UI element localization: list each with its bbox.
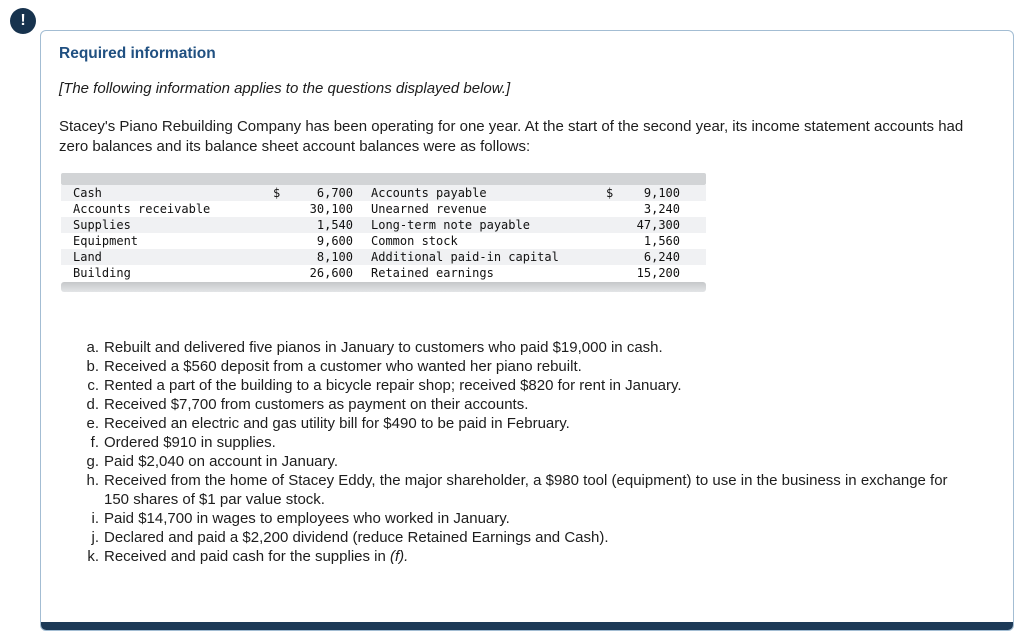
table-row — [61, 249, 706, 265]
table-row — [61, 185, 706, 201]
transaction-text: Received and paid cash for the supplies in — [104, 548, 391, 565]
transaction-text-italic: (f). — [390, 548, 409, 565]
account-name: Cash — [73, 186, 102, 200]
amount: 1,560 — [643, 234, 680, 248]
amount: 15,200 — [636, 266, 680, 280]
table-row — [61, 233, 706, 249]
amount: 1,540 — [316, 218, 353, 232]
transaction-item — [83, 547, 955, 566]
required-info-panel — [40, 30, 1014, 631]
account-name: Retained earnings — [371, 266, 494, 280]
transaction-letter: h. — [86, 472, 99, 489]
intro-paragraph: Stacey's Piano Rebuilding Company has been operating for one year. At the start of the second year, its income statement accounts had zero balances and its balance sheet account balances were as follows: — [59, 118, 964, 155]
transaction-item — [83, 528, 955, 547]
account-name: Accounts receivable — [73, 202, 211, 216]
balance-sheet-table — [61, 173, 706, 292]
account-name: Building — [73, 266, 131, 280]
transaction-letter: k. — [87, 548, 99, 565]
transaction-list — [83, 338, 955, 566]
transaction-letter: j. — [91, 529, 99, 546]
transaction-text: Rented a part of the building to a bicycle repair shop; received $820 for rent in January. — [104, 377, 682, 394]
panel-bottom-bar — [41, 622, 1013, 630]
amount: 47,300 — [636, 218, 680, 232]
account-name: Common stock — [371, 234, 458, 248]
transaction-item — [83, 433, 955, 452]
transaction-letter: f. — [90, 434, 99, 451]
account-name: Unearned revenue — [371, 202, 487, 216]
amount: 26,600 — [309, 266, 353, 280]
transaction-text: Ordered $910 in supplies. — [104, 434, 276, 451]
transaction-item — [83, 338, 955, 357]
account-name: Land — [73, 250, 102, 264]
transaction-text: Received $7,700 from customers as payment on their accounts. — [104, 396, 529, 413]
transaction-text: Received an electric and gas utility bill for $490 to be paid in February. — [104, 415, 570, 432]
transaction-item — [83, 376, 955, 395]
currency-symbol: $ — [273, 186, 281, 200]
table-row — [61, 265, 706, 281]
transaction-item — [83, 357, 955, 376]
transaction-letter: i. — [91, 510, 99, 527]
transaction-text: Received from the home of Stacey Eddy, the major shareholder, a $980 tool (equipment) to use in the business in exchange for 150 shares of $1 par value stock. — [104, 472, 948, 508]
amount: 8,100 — [316, 250, 353, 264]
transaction-item — [83, 452, 955, 471]
account-name: Accounts payable — [371, 186, 487, 200]
table-row — [61, 201, 706, 217]
alert-icon-glyph: ! — [20, 12, 26, 29]
transaction-letter: d. — [86, 396, 99, 413]
transaction-text: Paid $14,700 in wages to employees who worked in January. — [104, 510, 510, 527]
transaction-letter: g. — [86, 453, 99, 470]
alert-exclamation-icon — [10, 8, 36, 34]
transaction-text: Received a $560 deposit from a customer who wanted her piano rebuilt. — [104, 358, 582, 375]
transaction-item — [83, 471, 955, 509]
amount: 30,100 — [309, 202, 353, 216]
transaction-letter: a. — [86, 339, 99, 356]
account-name: Additional paid-in capital — [371, 250, 559, 264]
panel-subheading: [The following information applies to the questions displayed below.] — [59, 80, 511, 97]
account-name: Equipment — [73, 234, 139, 248]
transaction-letter: c. — [87, 377, 99, 394]
transaction-letter: b. — [86, 358, 99, 375]
panel-heading: Required information — [59, 45, 216, 62]
amount: 9,600 — [316, 234, 353, 248]
transaction-item — [83, 395, 955, 414]
amount: 3,240 — [643, 202, 680, 216]
transaction-text: Declared and paid a $2,200 dividend (reduce Retained Earnings and Cash). — [104, 529, 609, 546]
table-horizontal-scrollbar[interactable] — [61, 282, 706, 292]
amount: 6,240 — [643, 250, 680, 264]
transaction-text: Rebuilt and delivered five pianos in January to customers who paid $19,000 in cash. — [104, 339, 663, 356]
transaction-item — [83, 414, 955, 433]
currency-symbol: $ — [606, 186, 614, 200]
transaction-letter: e. — [86, 415, 99, 432]
transaction-item — [83, 509, 955, 528]
table-row — [61, 217, 706, 233]
transaction-text: Paid $2,040 on account in January. — [104, 453, 339, 470]
amount: 6,700 — [316, 186, 353, 200]
account-name: Long-term note payable — [371, 218, 530, 232]
amount: 9,100 — [643, 186, 680, 200]
table-top-bar — [61, 173, 706, 185]
account-name: Supplies — [73, 218, 131, 232]
